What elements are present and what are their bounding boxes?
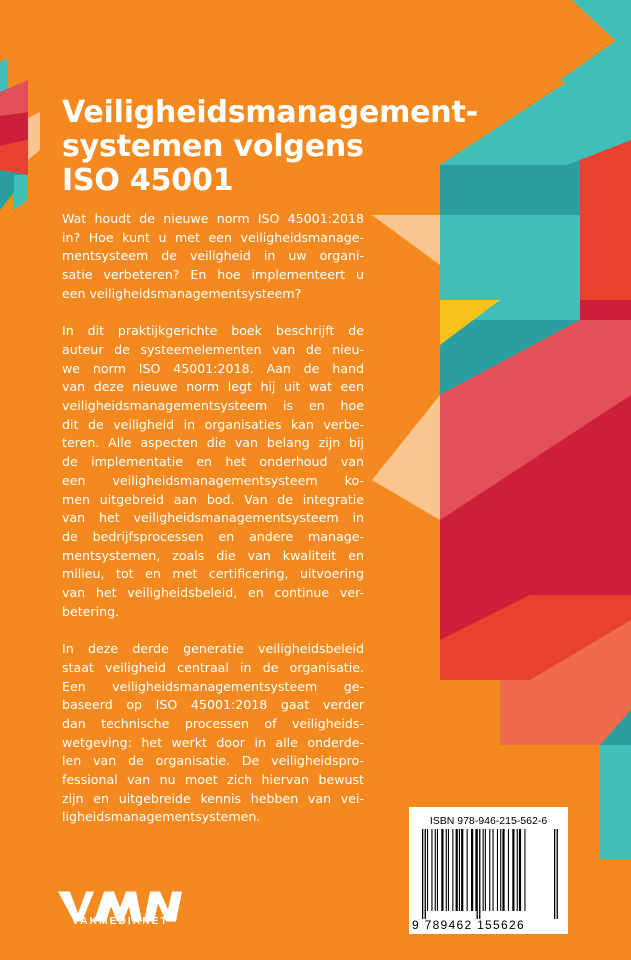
publisher-name: VAKMEDIANET [72, 916, 169, 927]
barcode-bar [485, 829, 486, 911]
barcode-bar [477, 829, 478, 919]
book-title [62, 95, 478, 198]
deco-shape [580, 300, 631, 320]
barcode-bar [425, 829, 426, 919]
text-line: we norm ISO 45001:2018. Aan de hand [62, 360, 364, 376]
text-line: baseerd op ISO 45001:2018 gaat verder [62, 697, 364, 713]
deco-shape [0, 112, 28, 146]
text-line: staat veiligheid centraal in de organisatie. [62, 659, 364, 675]
barcode-bar [467, 829, 468, 911]
barcode-bar [452, 829, 453, 911]
text-line: de implementatie en het onderhoud van [62, 454, 364, 470]
isbn-label: ISBN 978-946-215-562-6 [429, 815, 548, 827]
ean-digits: 9 789462 155626 [412, 918, 525, 932]
text-line: zijn en uitgebreide kennis hebben van vei- [62, 790, 364, 806]
text-line: ligheidsmanagementsystemen. [62, 809, 261, 825]
barcode-bar [493, 829, 494, 911]
deco-shape [372, 395, 440, 520]
text-line: satie verbeteren? En hoe implementeert u [62, 267, 364, 283]
description-paragraph-3 [62, 640, 364, 827]
text-line: Een veiligheidsmanagementsysteem ge- [62, 678, 364, 694]
text-line: in? Hoe kunt u met een veiligheidsmanage- [62, 229, 364, 245]
barcode-bar [557, 829, 558, 919]
isbn-barcode [409, 807, 568, 934]
text-line: de bedrijfsprocessen en andere manage- [62, 528, 364, 544]
deco-shape [600, 745, 631, 860]
deco-shape [0, 58, 8, 92]
barcode-bar [483, 829, 484, 911]
text-line: fessional van nu moet zich hiervan bewust [62, 772, 364, 788]
barcode-bar [441, 829, 443, 911]
barcode-bar [435, 829, 436, 911]
barcode-bar [475, 829, 476, 911]
book-title-line: Veiligheidsmanagement- [62, 95, 478, 130]
barcode-bar [427, 829, 428, 911]
text-line: van het veiligheidsbeleid, en continue ver- [62, 585, 364, 601]
deco-shape [14, 175, 28, 210]
text-line: In dit praktijkgerichte boek beschrijft de [62, 323, 364, 339]
text-line: dan technische processen of veiligheids- [62, 715, 364, 731]
barcode-bar [519, 829, 521, 911]
barcode-bar [512, 829, 514, 911]
text-line: men uitgebreid aan bod. Van de integratie [62, 491, 364, 507]
text-line: milieu, tot en met certificering, uitvoering [62, 566, 364, 582]
text-line: mentsysteem de veiligheid in uw organi- [62, 248, 364, 264]
text-line: betering. [62, 603, 120, 619]
vmn-logo [58, 882, 183, 937]
barcode-bar [502, 829, 504, 911]
deco-shape [28, 112, 40, 160]
text-line: een veiligheidsmanagementsysteem ko- [62, 472, 364, 488]
book-title-line: systemen volgens [62, 129, 364, 164]
deco-shape [0, 140, 28, 175]
barcode-bar [524, 829, 525, 911]
barcode-bar [422, 829, 423, 919]
barcode-bar [459, 829, 460, 911]
barcode-bar [471, 829, 473, 911]
barcode-bars [422, 829, 558, 919]
barcode-bar [517, 829, 518, 911]
text-line: teren. Alle aspecten die van belang zijn bij [62, 435, 364, 451]
text-line: In deze derde generatie veiligheidsbeleid [62, 641, 364, 657]
deco-shape [580, 140, 631, 300]
description-paragraph-1 [62, 210, 364, 304]
description-paragraph-2 [62, 322, 364, 621]
text-line: van het veiligheidsmanagementsysteem in [62, 510, 364, 526]
text-line: van deze nieuwe norm legt hij uit wat een [62, 379, 364, 395]
deco-shape [372, 215, 440, 265]
barcode-bar [448, 829, 449, 911]
text-line: veiligheidsmanagementsysteem is en hoe [62, 398, 364, 414]
barcode-bar [508, 829, 509, 911]
barcode-bar [446, 829, 447, 911]
text-line: dit de veiligheid in organisaties kan verbe- [62, 416, 364, 432]
barcode-bar [554, 829, 555, 919]
text-line: een veiligheidsmanagementsysteem? [62, 285, 302, 301]
barcode-bar [479, 829, 480, 919]
book-description [62, 210, 364, 846]
barcode-bar [437, 829, 438, 911]
barcode-bar [497, 829, 498, 911]
text-line: auteur de systeemelementen van de nieu- [62, 341, 364, 357]
text-line: len van de organisatie. De veiligheidspro- [62, 753, 364, 769]
barcode-bar [431, 829, 432, 911]
text-line: mentsystemen, zoals die van kwaliteit en [62, 547, 364, 563]
text-line: Wat houdt de nieuwe norm ISO 45001:2018 [62, 211, 364, 226]
barcode-bar [500, 829, 501, 911]
text-line: wetgeving: het werkt door in alle onderde- [62, 734, 364, 750]
barcode-bar [456, 829, 458, 911]
barcode-bar [489, 829, 490, 911]
book-title-line: ISO 45001 [62, 163, 234, 198]
barcode-bar [461, 829, 463, 911]
